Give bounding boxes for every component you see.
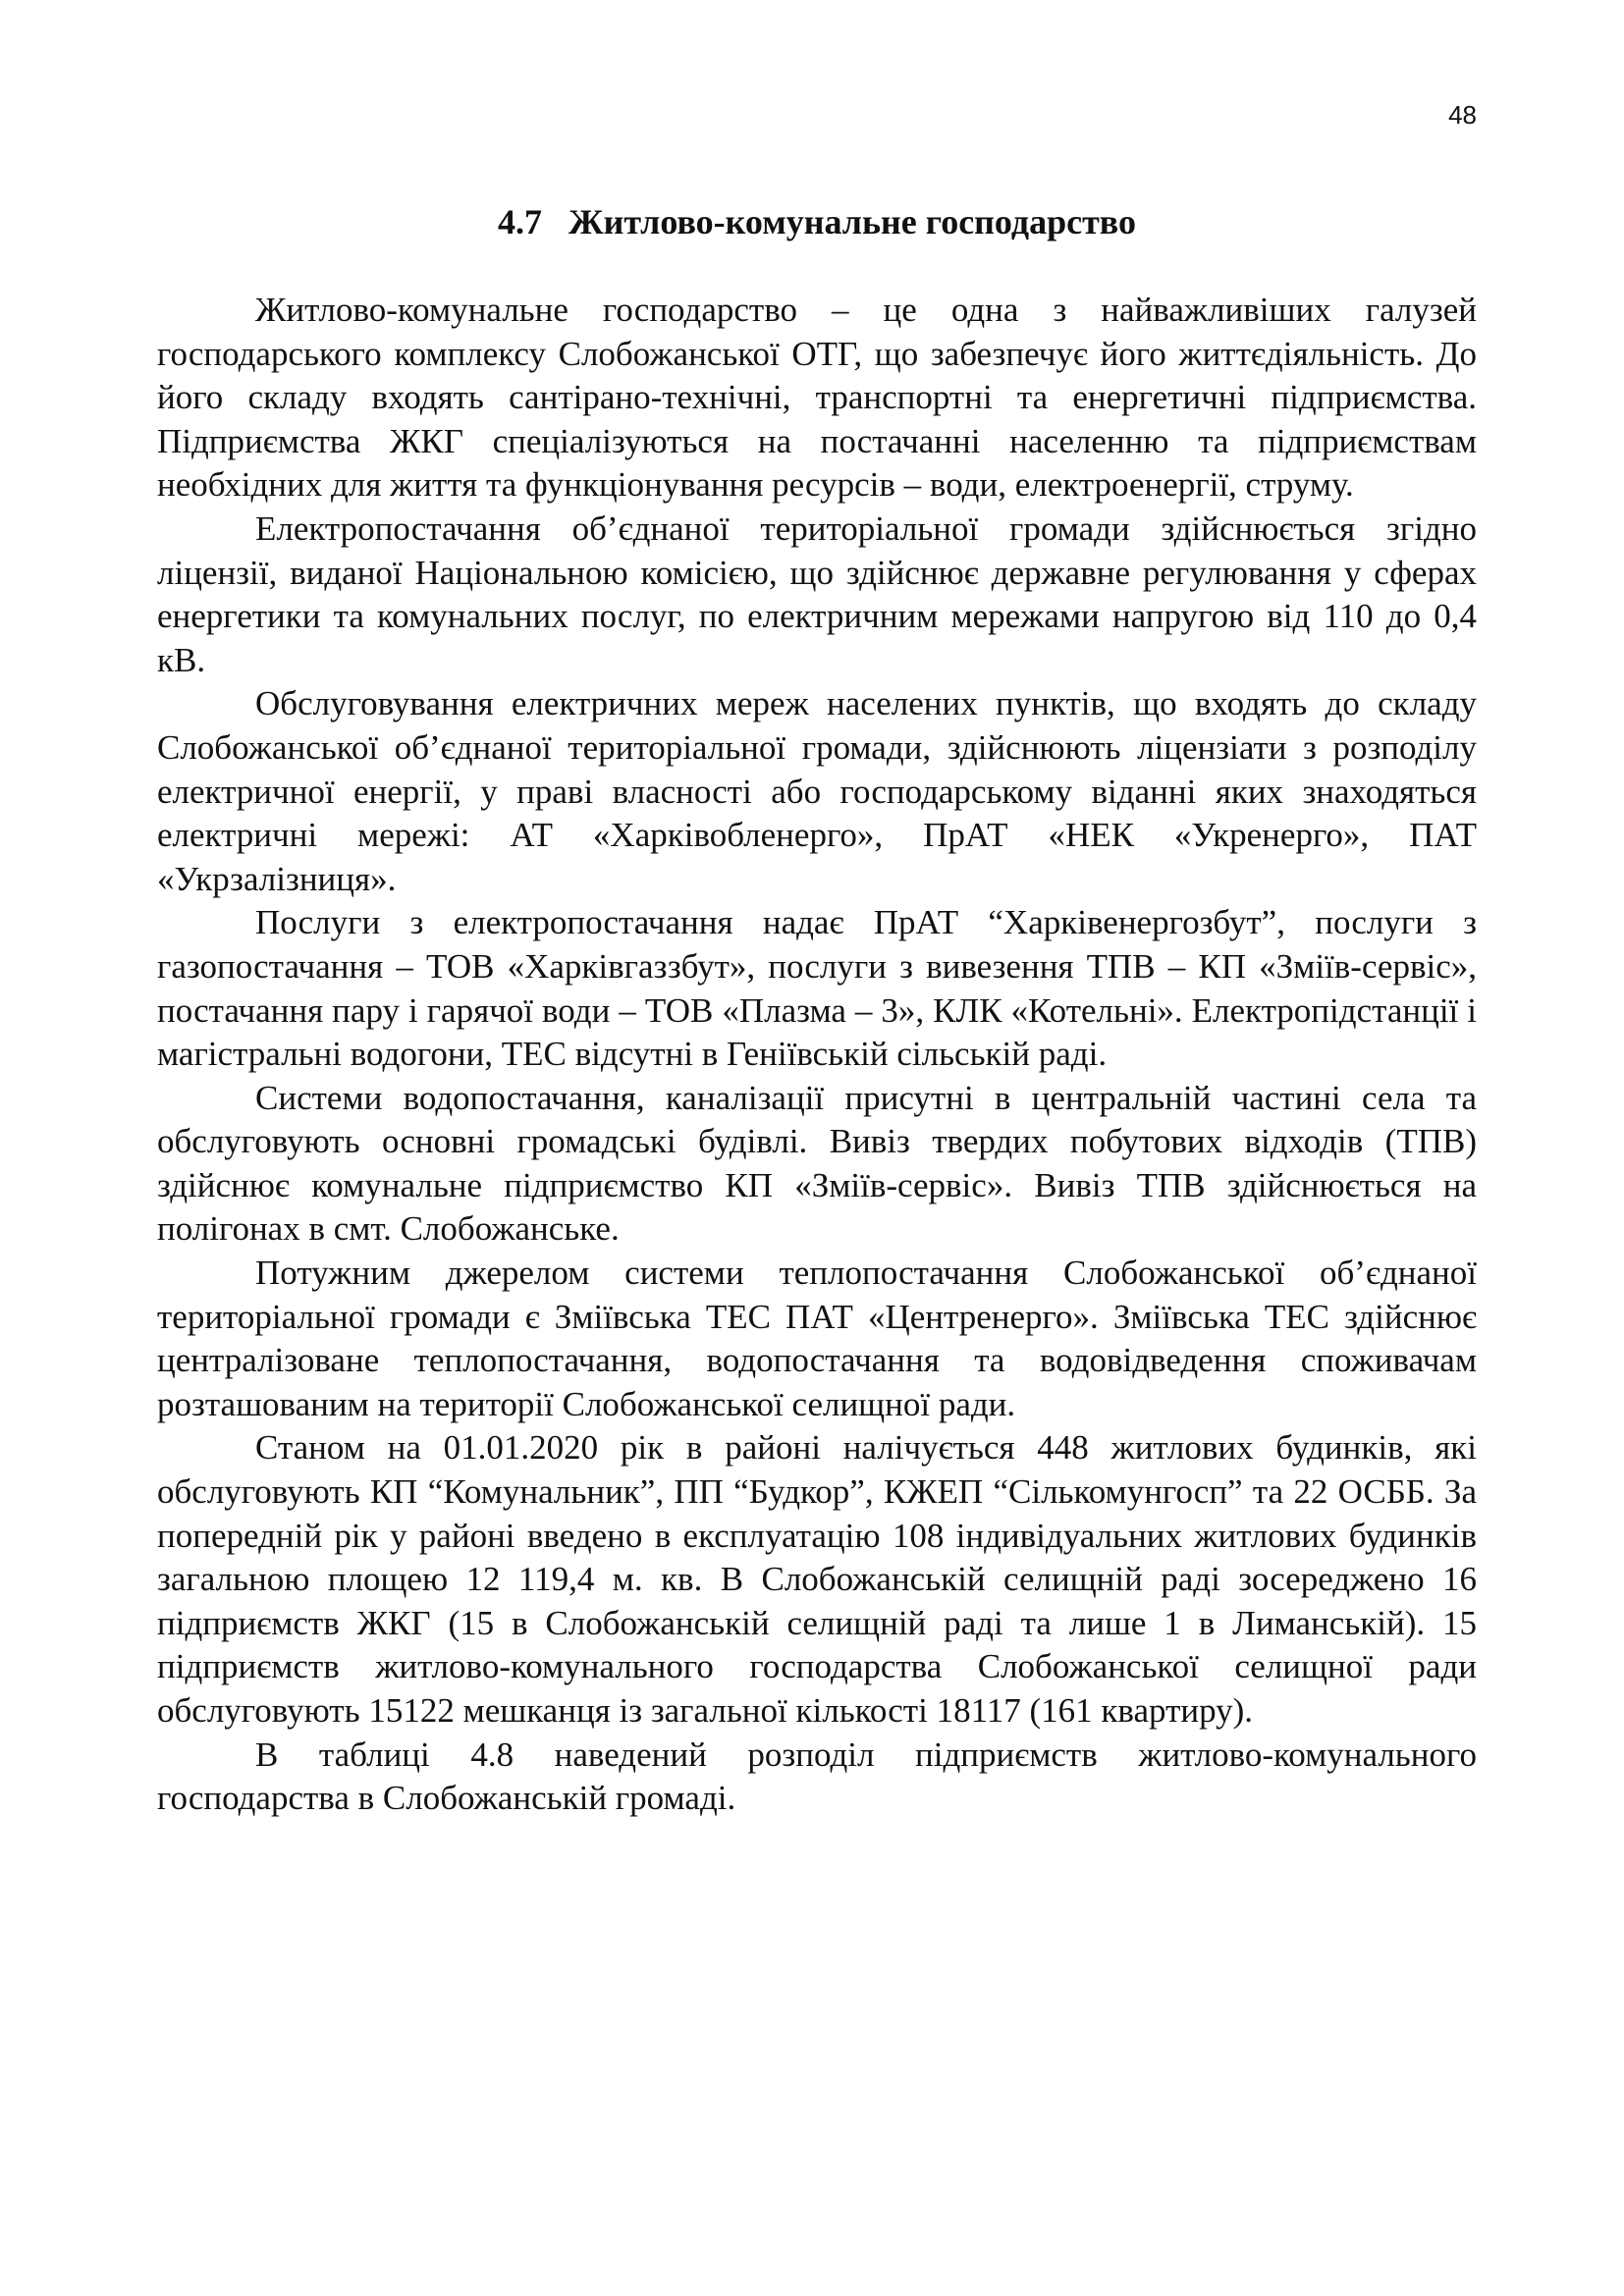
paragraph-housing-statistics: Станом на 01.01.2020 рік в районі налічується 448 житлових будинків, які обслуговують КП “Комунальник”, ПП “Будкор”, КЖЕП “Сількомунгосп” та 22 ОСББ. За попередній рік у районі введено в експлуатацію 108 індивідуальних житлових будинків загальною площею 12 119,4 м. кв. В Слобожанській селищній раді зосереджено 16 підприємств ЖКГ (15 в Слобожанській селищній раді та лише 1 в Лиманській). 15 підприємств житлово-комунального господарства Слобожанської селищної ради обслуговують 15122 мешканця із загальної кількості 18117 (161 квартиру). (157, 1428, 1477, 1730)
paragraph-grid-maintenance: Обслуговування електричних мереж населених пунктів, що входять до складу Слобожанської об’єднаної територіальної громади, здійснюють ліцензіати з розподілу електричної енергії, у праві власності або господарському віданні яких знаходяться електричні мережі: АТ «Харківобленерго», ПрАТ «НЕК «Укренерго», ПАТ «Укрзалізниця». (157, 684, 1477, 898)
section-title: 4.7 Житлово-комунальне господарство (498, 202, 1136, 241)
paragraph-housing-overview: Житлово-комунальне господарство – це одна з найважливіших галузей господарського комплексу Слобожанської ОТГ, що забезпечує його життєдіяльність. До його складу входять сантірано-технічні, транспортні та енергетичні підприємства. Підприємства ЖКГ спеціалізуються на постачанні населенню та підприємствам необхідних для життя та функціонування ресурсів – води, електроенергії, струму. (157, 291, 1477, 505)
paragraph-heat-supply: Потужним джерелом системи теплопостачання Слобожанської об’єднаної територіальної громади є Зміївська ТЕС ПАТ «Центренерго». Зміївська ТЕС здійснює централізоване теплопостачання, водопостачання та водовідведення споживачам розташованим на території Слобожанської селищної ради. (157, 1254, 1477, 1423)
paragraph-table-reference: В таблиці 4.8 наведений розподіл підприємств житлово-комунального господарства в Слобожанській громаді. (157, 1735, 1477, 1818)
document-body (157, 289, 1477, 1821)
paragraph-water-and-waste: Системи водопостачання, каналізації присутні в центральній частині села та обслуговують основні громадські будівлі. Вивіз твердих побутових відходів (ТПВ) здійснює комунальне підприємство КП «Зміїв-сервіс». Вивіз ТПВ здійснюється на полігонах в смт. Слобожанське. (157, 1078, 1477, 1249)
paragraph-utility-providers: Послуги з електропостачання надає ПрАТ “Харківенергозбут”, послуги з газопостачання – ТОВ «Харківгаззбут», послуги з вивезення ТПВ – КП «Зміїв-сервіс», постачання пару і гарячої води – ТОВ «Плазма – 3», КЛК «Котельні». Електропідстанції і магістральні водогони, ТЕС відсутні в Геніївській сільській раді. (157, 903, 1477, 1074)
paragraph-electricity-supply: Електропостачання об’єднаної територіальної громади здійснюється згідно ліцензії, виданої Національною комісією, що здійснює державне регулювання у сферах енергетики та комунальних послуг, по електричним мережами напругою від 110 до 0,4 кВ. (157, 508, 1477, 679)
page-number: 48 (1448, 100, 1477, 130)
